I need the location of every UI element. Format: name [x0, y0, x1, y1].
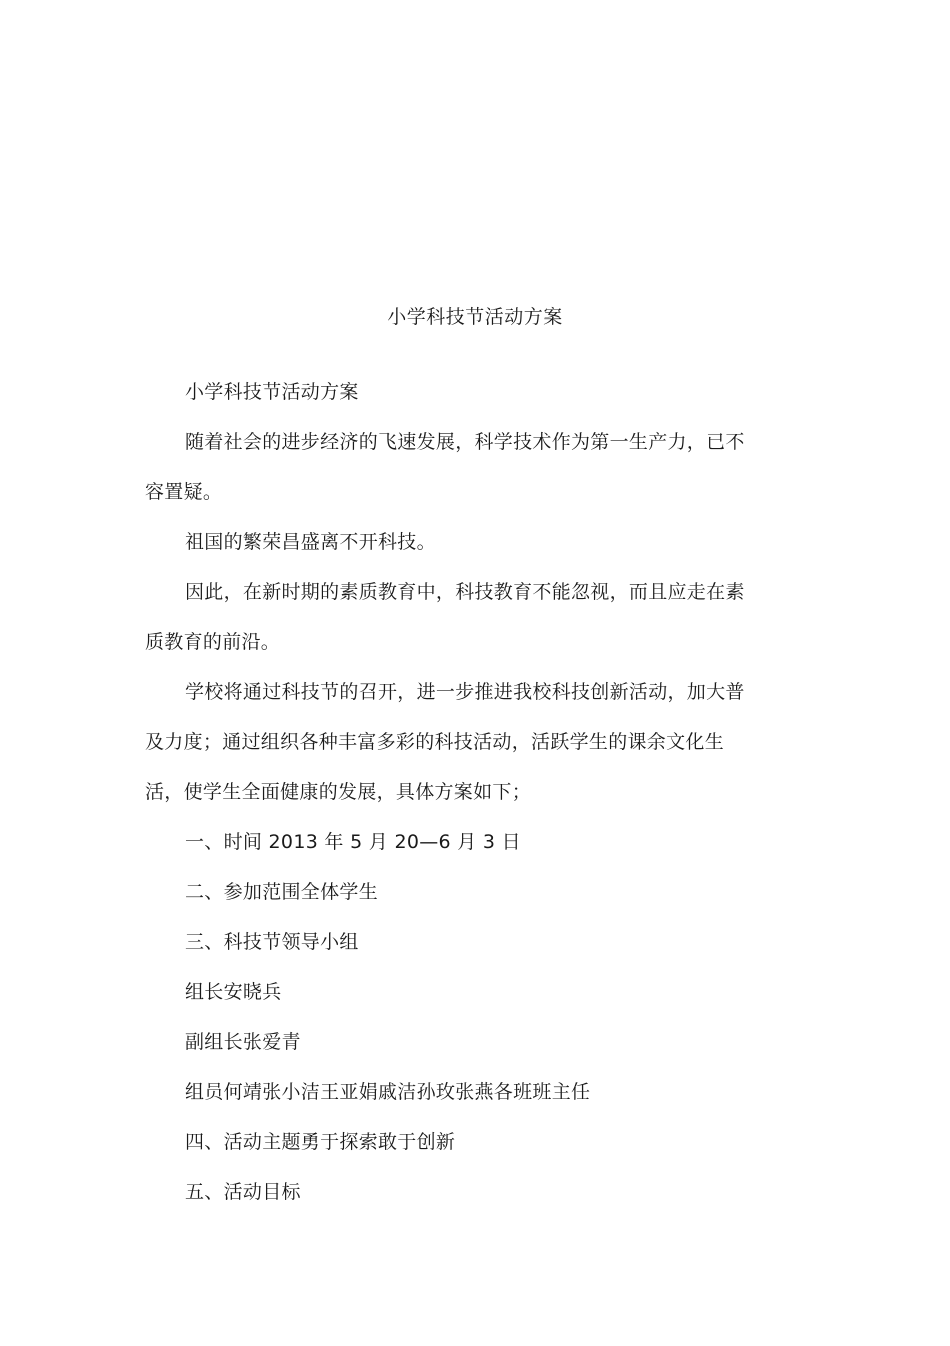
paragraph-subtitle: 小学科技节活动方案: [185, 381, 359, 403]
document-title: 小学科技节活动方案: [387, 306, 563, 328]
members-line: 组员何靖张小洁王亚娟戚洁孙玫张燕各班班主任: [185, 1081, 591, 1103]
section-theme: 四、活动主题勇于探索敢于创新: [185, 1131, 456, 1153]
deputy-leader-line: 副组长张爱青: [185, 1031, 301, 1053]
document-body: [145, 367, 755, 1217]
section-time: 一、时间 2013 年 5 月 20—6 月 3 日: [185, 831, 521, 853]
section-scope: 二、参加范围全体学生: [185, 881, 379, 903]
paragraph-prosperity: 祖国的繁荣昌盛离不开科技。: [185, 531, 436, 553]
leader-line: 组长安晓兵: [185, 981, 282, 1003]
section-leadership: 三、科技节领导小组: [185, 931, 359, 953]
paragraph-education: 因此，在新时期的素质教育中，科技教育不能忽视，而且应走在素质教育的前沿。: [145, 581, 745, 653]
section-goals: 五、活动目标: [185, 1181, 301, 1203]
paragraph-intro: 随着社会的进步经济的飞速发展，科学技术作为第一生产力，已不容置疑。: [145, 431, 745, 503]
paragraph-school-plan: 学校将通过科技节的召开，进一步推进我校科技创新活动，加大普及力度；通过组织各种丰富多彩的科技活动，活跃学生的课余文化生活，使学生全面健康的发展，具体方案如下；: [145, 681, 745, 803]
